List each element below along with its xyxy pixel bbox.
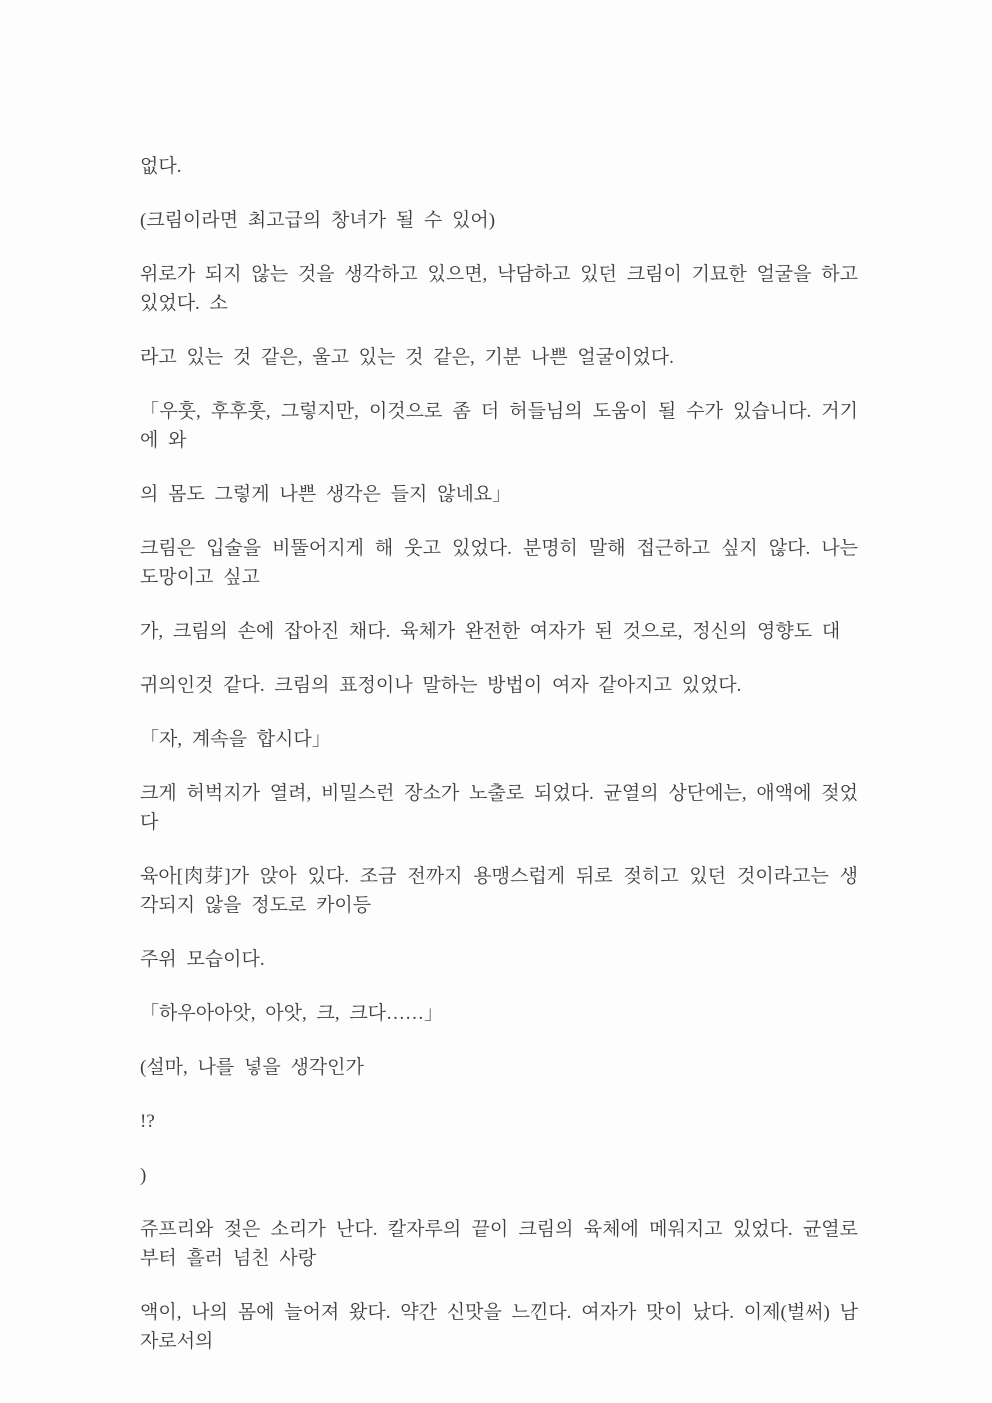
paragraph: 쥬프리와 젖은 소리가 난다. 칼자루의 끝이 크림의 육체에 메워지고 있었다. 균열로부터 흘러 넘친 사랑	[140, 1219, 858, 1269]
paragraph: 귀의인것 같다. 크림의 표정이나 말하는 방법이 여자 같아지고 있었다.	[140, 675, 742, 696]
paragraph: 없다.	[140, 156, 182, 177]
paragraph: 위로가 되지 않는 것을 생각하고 있으면, 낙담하고 있던 크림이 기묘한 얼굴을 하고 있었다. 소	[140, 264, 858, 314]
paragraph: 육아[肉芽]가 앉아 있다. 조금 전까지 용맹스럽게 뒤로 젖히고 있던 것이라고는 생각되지 않을 정도로 카이등	[140, 866, 858, 916]
paragraph: 크림은 입술을 비뚤어지게 해 웃고 있었다. 분명히 말해 접근하고 싶지 않다. 나는 도망이고 싶고	[140, 538, 858, 588]
paragraph: 「자, 계속을 합시다」	[140, 729, 331, 750]
paragraph: 라고 있는 것 같은, 울고 있는 것 같은, 기분 나쁜 얼굴이었다.	[140, 347, 674, 368]
paragraph: )	[140, 1165, 147, 1186]
paragraph: 주위 모습이다.	[140, 949, 265, 970]
paragraph: 「우훗, 후후훗, 그렇지만, 이것으로 좀 더 허들님의 도움이 될 수가 있습니다. 거기에 와	[140, 401, 858, 451]
paragraph: 가, 크림의 손에 잡아진 채다. 육체가 완전한 여자가 된 것으로, 정신의 영향도 대	[140, 621, 841, 642]
paragraph: 크게 허벅지가 열려, 비밀스런 장소가 노출로 되었다. 균열의 상단에는, 애액에 젖었다	[140, 783, 858, 833]
paragraph: 의 몸도 그렇게 나쁜 생각은 들지 않네요」	[140, 484, 512, 505]
paragraph: 「하우아아앗, 아앗, 크, 크다……」	[140, 1003, 444, 1024]
paragraph: !?	[140, 1111, 155, 1132]
paragraph: (크림이라면 최고급의 창녀가 될 수 있어)	[140, 210, 496, 231]
paragraph: (설마, 나를 넣을 생각인가	[140, 1057, 364, 1078]
paragraph: 액이, 나의 몸에 늘어져 왔다. 약간 신맛을 느낀다. 여자가 맛이 났다. 이제(벌써) 남자로서의	[140, 1302, 858, 1352]
